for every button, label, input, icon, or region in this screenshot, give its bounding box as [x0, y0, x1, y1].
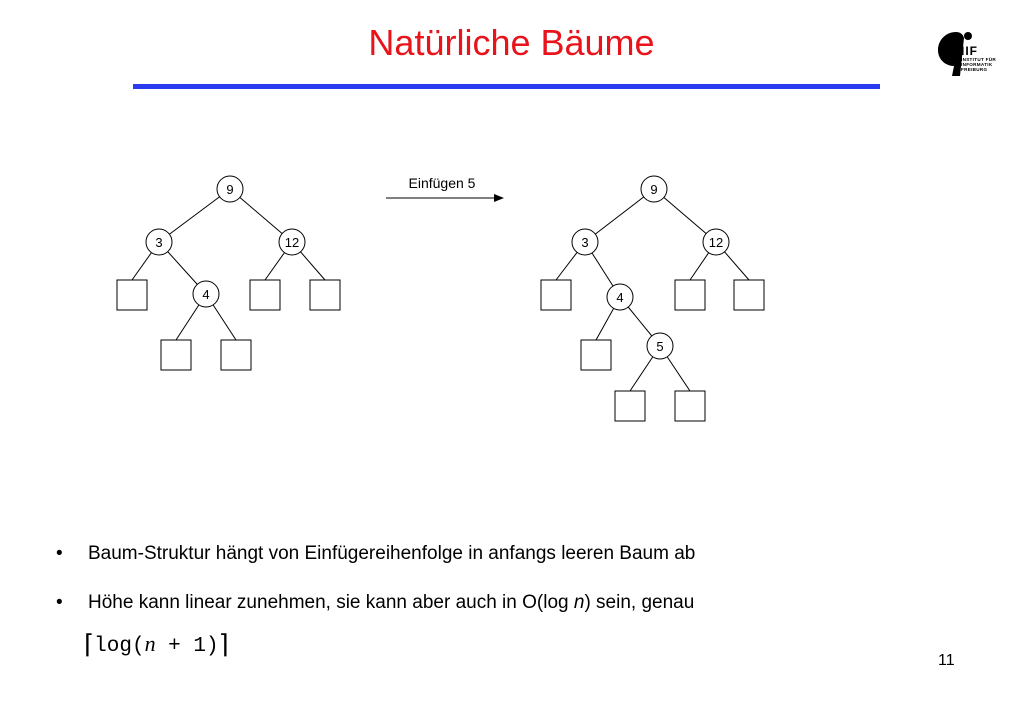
node-label: 3 — [581, 235, 589, 250]
slide-title: Natürliche Bäume — [368, 22, 655, 63]
bullet-dot: • — [56, 592, 63, 613]
node-label: 5 — [656, 339, 664, 354]
node-label: 12 — [284, 235, 300, 250]
page-number: 11 — [938, 652, 955, 669]
logo-institute-name: INSTITUT FÜR INFORMATIK FREIBURG — [961, 57, 996, 72]
leaf-node — [221, 340, 251, 370]
logo-abbreviation: IIF — [961, 44, 978, 58]
bullet-list — [56, 543, 956, 641]
node-label: 4 — [616, 290, 624, 305]
node-label: 9 — [226, 182, 234, 197]
node-label: 3 — [155, 235, 163, 250]
leaf-node — [541, 280, 571, 310]
node-label: 12 — [708, 235, 724, 250]
leaf-node — [250, 280, 280, 310]
leaf-node — [310, 280, 340, 310]
leaf-node — [615, 391, 645, 421]
bullet-text: Höhe kann linear zunehmen, sie kann aber auch in O(log n) sein, genau — [88, 592, 695, 613]
leaf-node — [581, 340, 611, 370]
bullet-item — [56, 592, 956, 616]
arrow-label: Einfügen 5 — [408, 175, 476, 191]
leaf-node — [734, 280, 764, 310]
node-label: 4 — [202, 287, 210, 302]
log-formula: ⌈log(n + 1)⌉ — [84, 630, 229, 660]
bullet-text: Baum-Struktur hängt von Einfügereihenfolge in anfangs leeren Baum ab — [88, 543, 696, 564]
leaf-node — [675, 280, 705, 310]
leaf-node — [161, 340, 191, 370]
node-label: 9 — [650, 182, 658, 197]
leaf-node — [117, 280, 147, 310]
bullet-dot: • — [56, 543, 63, 564]
leaf-node — [675, 391, 705, 421]
bullet-item — [56, 543, 956, 567]
